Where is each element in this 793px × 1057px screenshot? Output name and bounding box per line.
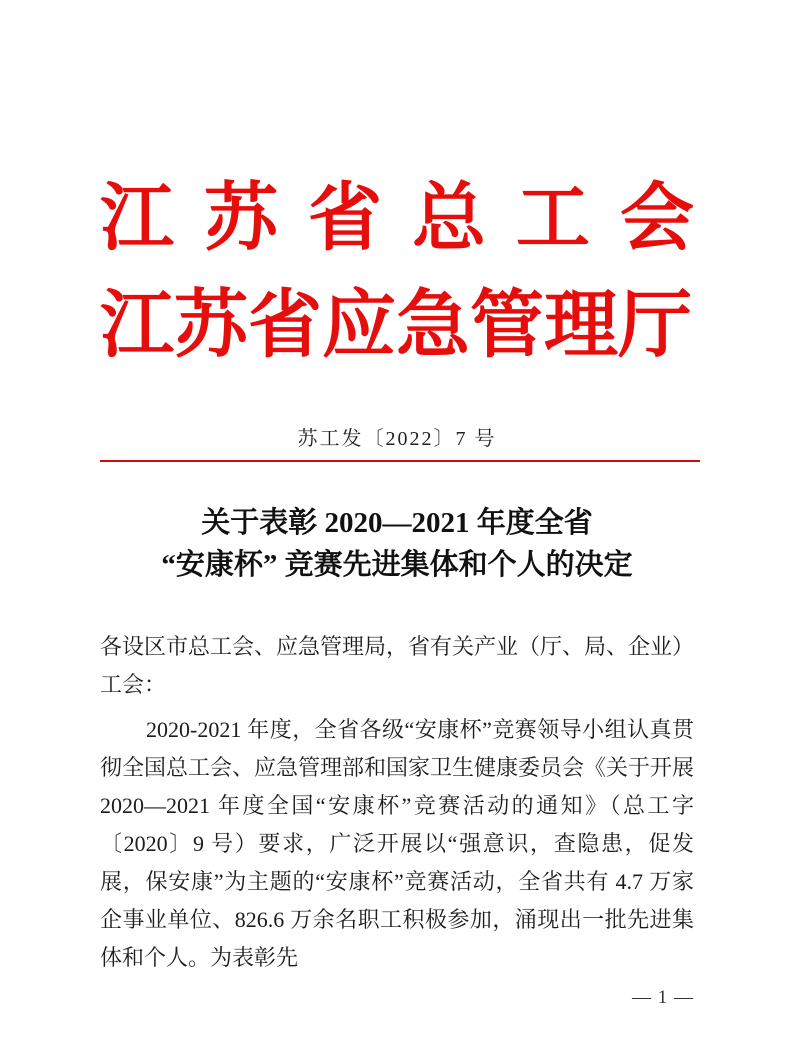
- doc-number: 苏工发〔2022〕7 号: [297, 428, 497, 450]
- document-title: [100, 502, 694, 586]
- salutation-paragraph: 各设区市总工会、应急管理局，省有关产业（厅、局、企业）工会：: [100, 634, 695, 697]
- document-title-line1: 关于表彰 2020—2021 年度全省: [201, 507, 593, 539]
- document-title-line2: “安康杯” 竞赛先进集体和个人的决定: [161, 549, 633, 581]
- letterhead-org-name-line1: 江苏省总工会: [100, 178, 724, 260]
- page-number: — 1 —: [632, 987, 694, 1008]
- letterhead-org-name-line2: 江苏省应急管理厅: [100, 285, 692, 367]
- document-body: [100, 628, 694, 977]
- red-divider-line: [100, 460, 700, 462]
- body-paragraph: 2020-2021 年度，全省各级“安康杯”竞赛领导小组认真贯彻全国总工会、应急管理部和国家卫生健康委员会《关于开展 2020—2021 年度全国“安康杯”竞赛活动的通知》（总工字〔2020〕9 号）要求，广泛开展以“强意识，查隐患，促发展，保安康”为主题的“安康杯”竞赛活动，全省共有 4.7 万家企事业单位、826.6 万余名职工积极参加，涌现出一批先进集体和个人。为表彰先: [100, 717, 695, 970]
